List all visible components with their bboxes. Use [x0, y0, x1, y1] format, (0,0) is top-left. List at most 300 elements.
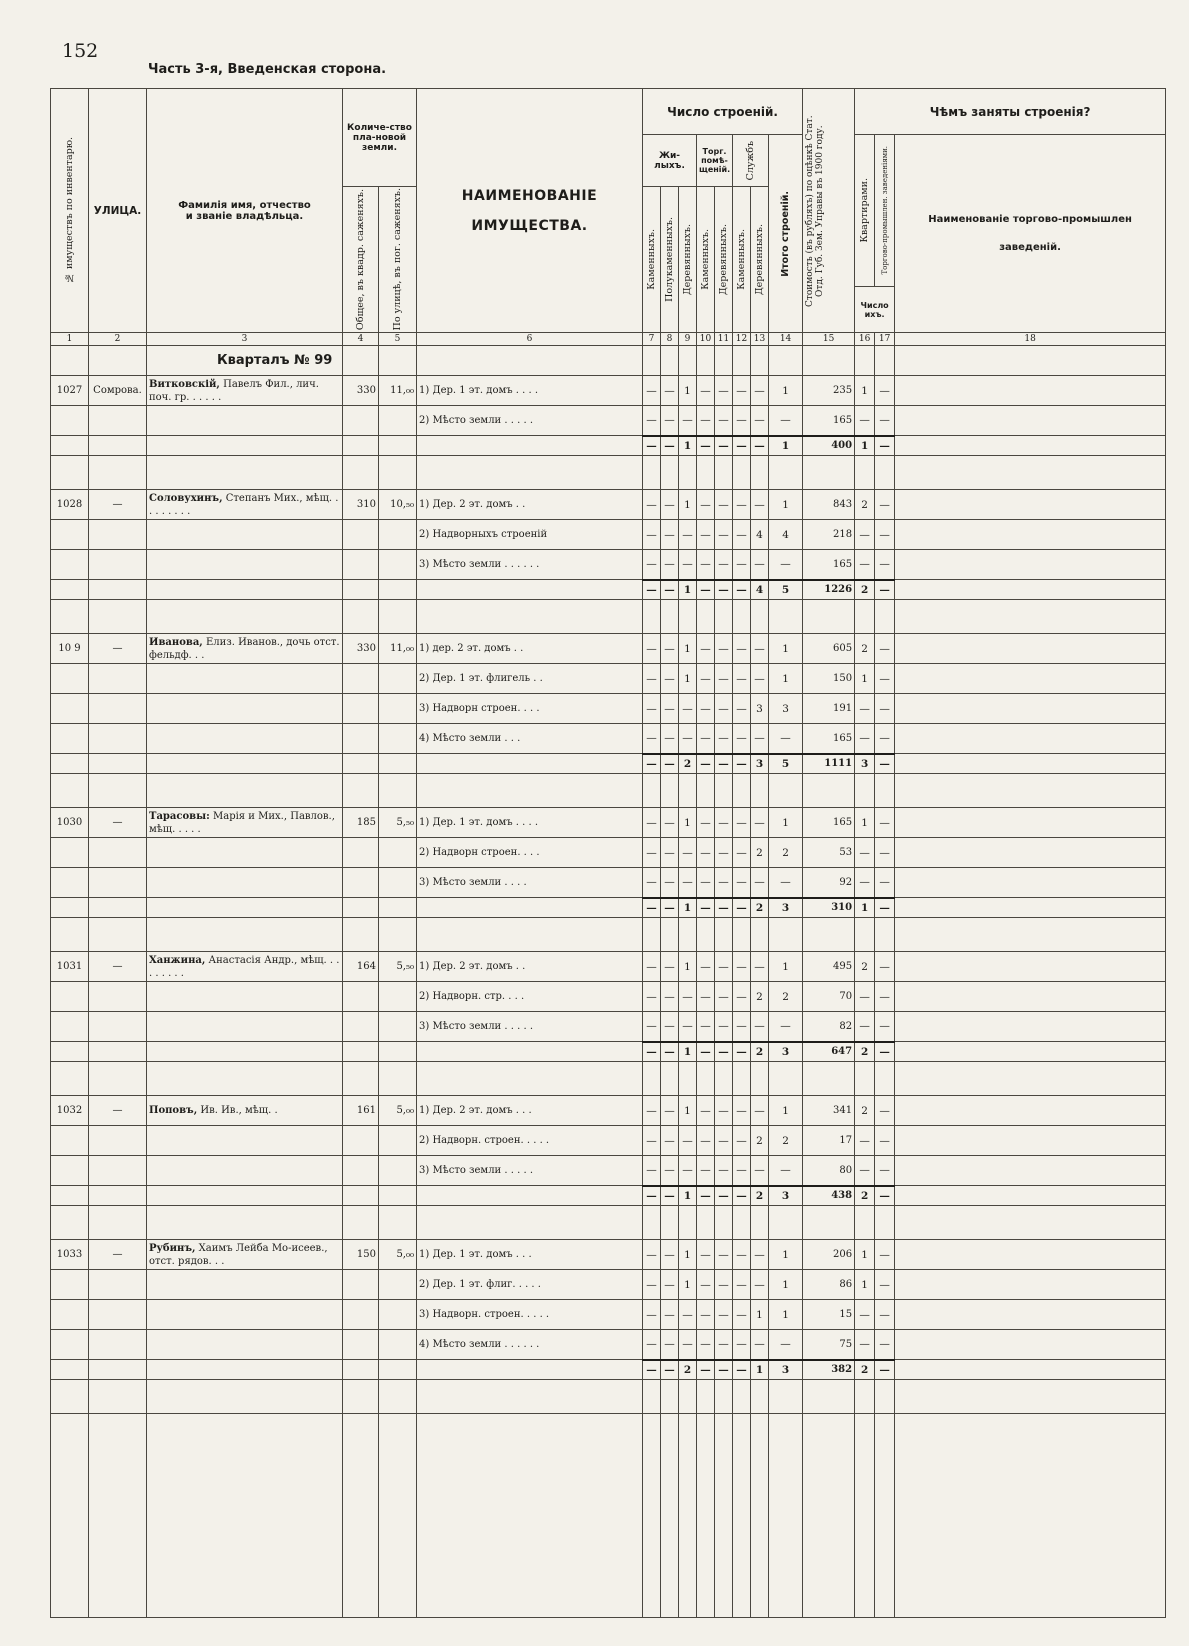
cell-c12: — — [733, 1096, 751, 1126]
owner-surname: Соловухинъ, — [149, 492, 223, 504]
table-row — [51, 952, 1166, 982]
cell-c7: — — [643, 868, 661, 898]
cell-c9: 1 — [679, 376, 697, 406]
empty-cell — [89, 1206, 147, 1240]
cell-c15: 165 — [803, 724, 855, 754]
cell-c14: 1 — [769, 664, 803, 694]
owner-details: Марія и Мих., Павлов., мѣщ. . . . . — [149, 810, 335, 835]
property-item: 2) Надворныхъ строеній — [417, 520, 643, 550]
total-c7: — — [643, 436, 661, 456]
empty-cell — [51, 1360, 89, 1380]
total-c16: 2 — [855, 1186, 875, 1206]
cell-c12: — — [733, 490, 751, 520]
cell-c8: — — [661, 406, 679, 436]
empty-cell — [661, 1380, 679, 1414]
establishment-name — [895, 1360, 1166, 1380]
owner-name — [147, 1126, 343, 1156]
cell-c17: — — [875, 1300, 895, 1330]
cell-c13: — — [751, 376, 769, 406]
cell-c11: — — [715, 808, 733, 838]
cell-c8: — — [661, 724, 679, 754]
empty-cell — [379, 918, 417, 952]
inventory-number — [51, 1156, 89, 1186]
header-service: Службъ — [733, 135, 769, 187]
cell-c8: — — [661, 1300, 679, 1330]
cell-c8: — — [661, 376, 679, 406]
inventory-number — [51, 406, 89, 436]
header-res-stone: Каменныхъ. — [643, 187, 661, 333]
cell-c11: — — [715, 982, 733, 1012]
column-number: 5 — [379, 333, 417, 346]
empty-cell — [147, 754, 343, 774]
total-c11: — — [715, 898, 733, 918]
empty-cell — [733, 918, 751, 952]
cell-c13: — — [751, 1012, 769, 1042]
table-row — [51, 406, 1166, 436]
empty-cell — [715, 1206, 733, 1240]
cell-c10: — — [697, 406, 715, 436]
inventory-number: 1028 — [51, 490, 89, 520]
header-trade-establishments: Торгово-промышлен. заведеніями. — [875, 135, 895, 287]
cell-c16: 1 — [855, 376, 875, 406]
empty-cell — [343, 600, 379, 634]
spacer-row — [51, 456, 1166, 490]
empty-cell — [51, 1206, 89, 1240]
cell-c16: — — [855, 982, 875, 1012]
cell-c9: — — [679, 1012, 697, 1042]
header-total-buildings: Итого строеній. — [769, 135, 803, 333]
street-name — [89, 838, 147, 868]
cell-c7: — — [643, 838, 661, 868]
cell-c13: 2 — [751, 1126, 769, 1156]
cell-c16: 1 — [855, 1240, 875, 1270]
owner-name — [147, 664, 343, 694]
property-item: 2) Надворн строен. . . . — [417, 838, 643, 868]
running-head: Часть 3-я, Введенская сторона. — [148, 62, 387, 77]
street-name: — — [89, 1096, 147, 1126]
empty-cell — [51, 1414, 89, 1618]
table-row — [51, 1096, 1166, 1126]
cell-c16: 2 — [855, 1096, 875, 1126]
inventory-number — [51, 1012, 89, 1042]
cell-c17: — — [875, 1012, 895, 1042]
empty-cell — [89, 456, 147, 490]
cell-c10: — — [697, 520, 715, 550]
establishment-name — [895, 1270, 1166, 1300]
cell-c11: — — [715, 1096, 733, 1126]
inventory-number: 1031 — [51, 952, 89, 982]
cell-c8: — — [661, 1096, 679, 1126]
total-c13: 1 — [751, 1360, 769, 1380]
property-item: 3) Мѣсто земли . . . . — [417, 868, 643, 898]
empty-cell — [715, 456, 733, 490]
land-frontage: 5,₀₀ — [379, 1096, 417, 1126]
street-name — [89, 520, 147, 550]
cell-c10: — — [697, 1300, 715, 1330]
empty-cell — [51, 1062, 89, 1096]
establishment-name — [895, 1300, 1166, 1330]
cell-c16: 2 — [855, 490, 875, 520]
cell-c16: 1 — [855, 808, 875, 838]
empty-cell — [147, 436, 343, 456]
cell-c17: — — [875, 406, 895, 436]
empty-cell — [51, 436, 89, 456]
total-c14: 1 — [769, 436, 803, 456]
empty-cell — [733, 774, 751, 808]
street-name: — — [89, 952, 147, 982]
cell-c8: — — [661, 1330, 679, 1360]
total-c8: — — [661, 1360, 679, 1380]
empty-cell — [697, 1414, 715, 1618]
empty-cell — [769, 774, 803, 808]
spacer-row — [51, 918, 1166, 952]
total-c7: — — [643, 1360, 661, 1380]
inventory-number — [51, 868, 89, 898]
cell-c12: — — [733, 520, 751, 550]
owner-name — [147, 376, 343, 406]
total-c10: — — [697, 580, 715, 600]
cell-c13: 4 — [751, 520, 769, 550]
cell-c10: — — [697, 1126, 715, 1156]
land-frontage: 11,₀₀ — [379, 376, 417, 406]
property-item: 1) Дер. 2 эт. домъ . . . — [417, 1096, 643, 1126]
cell-c12: — — [733, 724, 751, 754]
empty-cell — [715, 1062, 733, 1096]
land-frontage — [379, 520, 417, 550]
street-name — [89, 694, 147, 724]
inventory-number — [51, 1300, 89, 1330]
empty-cell — [89, 1414, 147, 1618]
cell-c8: — — [661, 1156, 679, 1186]
owner-surname: Ханжина, — [149, 954, 206, 966]
empty-cell — [803, 1062, 855, 1096]
column-number: 17 — [875, 333, 895, 346]
owner-details: Хаимъ Лейба Мо-исеев., отст. рядов. . . — [149, 1242, 328, 1267]
empty-cell — [379, 754, 417, 774]
empty-cell — [643, 774, 661, 808]
cell-c15: 86 — [803, 1270, 855, 1300]
property-item: 1) дер. 2 эт. домъ . . — [417, 634, 643, 664]
empty-cell — [417, 754, 643, 774]
cell-c9: 1 — [679, 1096, 697, 1126]
total-c7: — — [643, 898, 661, 918]
empty-cell — [803, 1380, 855, 1414]
cell-c17: — — [875, 694, 895, 724]
total-c8: — — [661, 754, 679, 774]
property-item: 2) Дер. 1 эт. флиг. . . . . — [417, 1270, 643, 1300]
empty-cell — [803, 456, 855, 490]
cell-c16: — — [855, 1330, 875, 1360]
table-row — [51, 520, 1166, 550]
empty-cell — [89, 1360, 147, 1380]
cell-c15: 235 — [803, 376, 855, 406]
land-area: 161 — [343, 1096, 379, 1126]
column-number: 10 — [697, 333, 715, 346]
total-c11: — — [715, 1042, 733, 1062]
cell-c9: — — [679, 1330, 697, 1360]
header-value: Стоимость (въ рубляхъ) по оцѣнкѣ Стат. Отд. Губ. Зем. Управы въ 1900 году. — [803, 89, 855, 333]
empty-cell — [643, 918, 661, 952]
cell-c15: 165 — [803, 550, 855, 580]
empty-cell — [147, 456, 343, 490]
owner-name — [147, 1270, 343, 1300]
cell-c14: 2 — [769, 1126, 803, 1156]
total-c14: 3 — [769, 1360, 803, 1380]
cell-c14: 1 — [769, 1270, 803, 1300]
empty-cell — [89, 898, 147, 918]
inventory-number — [51, 520, 89, 550]
cell-c14: — — [769, 868, 803, 898]
cell-c8: — — [661, 952, 679, 982]
cell-c14: 1 — [769, 376, 803, 406]
land-area — [343, 664, 379, 694]
owner-details: Ив. Ив., мѣщ. . — [197, 1105, 278, 1116]
total-c11: — — [715, 754, 733, 774]
empty-cell — [379, 1186, 417, 1206]
cell-c15: 165 — [803, 808, 855, 838]
land-frontage — [379, 982, 417, 1012]
spacer-row — [51, 774, 1166, 808]
empty-cell — [715, 1414, 733, 1618]
cell-c15: 191 — [803, 694, 855, 724]
establishment-name — [895, 376, 1166, 406]
cell-c17: — — [875, 1156, 895, 1186]
establishment-name — [895, 520, 1166, 550]
header-owner: Фамилія имя, отчество и званіе владѣльца. — [147, 89, 343, 333]
property-item: 3) Мѣсто земли . . . . . — [417, 1012, 643, 1042]
cell-c9: 1 — [679, 808, 697, 838]
filler-row — [51, 1414, 1166, 1618]
land-frontage — [379, 1156, 417, 1186]
owner-surname: Иванова, — [149, 636, 203, 648]
total-c9: 1 — [679, 1186, 697, 1206]
cell-c10: — — [697, 634, 715, 664]
owner-name — [147, 1156, 343, 1186]
spacer-row — [51, 1206, 1166, 1240]
empty-cell — [379, 898, 417, 918]
empty-cell — [379, 1062, 417, 1096]
empty-cell — [855, 1380, 875, 1414]
header-count: Число ихъ. — [855, 287, 895, 333]
table-row — [51, 634, 1166, 664]
cell-c11: — — [715, 724, 733, 754]
empty-cell — [147, 1042, 343, 1062]
empty-cell — [855, 1414, 875, 1618]
empty-cell — [679, 774, 697, 808]
total-c9: 2 — [679, 754, 697, 774]
empty-cell — [769, 456, 803, 490]
empty-cell — [803, 918, 855, 952]
cell-c10: — — [697, 1156, 715, 1186]
establishment-name — [895, 580, 1166, 600]
cell-c13: 3 — [751, 694, 769, 724]
empty-cell — [89, 580, 147, 600]
cell-c14: — — [769, 550, 803, 580]
total-c9: 1 — [679, 1042, 697, 1062]
empty-cell — [751, 456, 769, 490]
empty-cell — [379, 1360, 417, 1380]
cell-c10: — — [697, 838, 715, 868]
cell-c9: — — [679, 1126, 697, 1156]
total-row — [51, 754, 1166, 774]
total-c10: — — [697, 1042, 715, 1062]
cell-c13: — — [751, 634, 769, 664]
spacer-row — [51, 1062, 1166, 1096]
cell-c15: 17 — [803, 1126, 855, 1156]
cell-c12: — — [733, 1240, 751, 1270]
cell-c7: — — [643, 376, 661, 406]
property-item: 4) Мѣсто земли . . . — [417, 724, 643, 754]
empty-cell — [697, 456, 715, 490]
cell-c10: — — [697, 1012, 715, 1042]
cell-c8: — — [661, 982, 679, 1012]
cell-c16: — — [855, 868, 875, 898]
total-c12: — — [733, 754, 751, 774]
street-name — [89, 1012, 147, 1042]
cell-c8: — — [661, 808, 679, 838]
cell-c16: — — [855, 724, 875, 754]
establishment-name — [895, 952, 1166, 982]
cell-c11: — — [715, 550, 733, 580]
cell-c7: — — [643, 634, 661, 664]
cell-c10: — — [697, 1096, 715, 1126]
cell-c12: — — [733, 1300, 751, 1330]
cell-c15: 75 — [803, 1330, 855, 1360]
empty-cell — [379, 580, 417, 600]
inventory-number — [51, 694, 89, 724]
establishment-name — [895, 1012, 1166, 1042]
cell-c14: 2 — [769, 838, 803, 868]
cell-c17: — — [875, 376, 895, 406]
cell-c16: — — [855, 520, 875, 550]
empty-cell — [697, 1380, 715, 1414]
total-c17: — — [875, 1186, 895, 1206]
cell-c11: — — [715, 838, 733, 868]
cell-c13: — — [751, 808, 769, 838]
empty-cell — [855, 1206, 875, 1240]
cell-c7: — — [643, 550, 661, 580]
cell-c9: — — [679, 868, 697, 898]
total-c8: — — [661, 1186, 679, 1206]
cell-c10: — — [697, 694, 715, 724]
land-area: 164 — [343, 952, 379, 982]
owner-name — [147, 868, 343, 898]
cell-c7: — — [643, 520, 661, 550]
empty-cell — [895, 1062, 1166, 1096]
table-header — [51, 89, 1166, 346]
total-row — [51, 580, 1166, 600]
total-c12: — — [733, 1186, 751, 1206]
land-frontage — [379, 1126, 417, 1156]
cell-c8: — — [661, 694, 679, 724]
empty-cell — [875, 600, 895, 634]
empty-cell — [875, 774, 895, 808]
cell-c15: 605 — [803, 634, 855, 664]
total-c12: — — [733, 898, 751, 918]
cell-c17: — — [875, 952, 895, 982]
cell-c7: — — [643, 1300, 661, 1330]
empty-cell — [769, 600, 803, 634]
empty-cell — [417, 1186, 643, 1206]
total-c8: — — [661, 1042, 679, 1062]
table-row — [51, 868, 1166, 898]
cell-c16: — — [855, 1156, 875, 1186]
empty-cell — [697, 1206, 715, 1240]
empty-cell — [661, 918, 679, 952]
cell-c7: — — [643, 1126, 661, 1156]
column-number: 7 — [643, 333, 661, 346]
cell-c9: 1 — [679, 634, 697, 664]
header-property-name: НАИМЕНОВАНІЕ ИМУЩЕСТВА. — [417, 89, 643, 333]
table-row — [51, 694, 1166, 724]
street-name: — — [89, 808, 147, 838]
empty-cell — [661, 456, 679, 490]
cell-c12: — — [733, 1330, 751, 1360]
empty-cell — [417, 1380, 643, 1414]
cell-c7: — — [643, 1270, 661, 1300]
empty-cell — [147, 1414, 343, 1618]
establishment-name — [895, 868, 1166, 898]
property-ledger-table — [50, 88, 1166, 1618]
header-residential: Жи-лыхъ. — [643, 135, 697, 187]
header-inventory-number: № имуществъ по инвентарю. — [51, 89, 89, 333]
empty-cell — [147, 918, 343, 952]
empty-cell — [379, 1414, 417, 1618]
empty-cell — [661, 774, 679, 808]
column-number: 2 — [89, 333, 147, 346]
cell-c17: — — [875, 808, 895, 838]
cell-c12: — — [733, 1126, 751, 1156]
owner-name — [147, 694, 343, 724]
owner-name — [147, 1330, 343, 1360]
empty-cell — [147, 1186, 343, 1206]
empty-cell — [803, 774, 855, 808]
empty-cell — [715, 774, 733, 808]
total-c13: 2 — [751, 898, 769, 918]
owner-name — [147, 982, 343, 1012]
cell-c7: — — [643, 982, 661, 1012]
cell-c11: — — [715, 1126, 733, 1156]
cell-c16: — — [855, 406, 875, 436]
land-frontage: 5,₅₀ — [379, 808, 417, 838]
column-number: 1 — [51, 333, 89, 346]
cell-c17: — — [875, 634, 895, 664]
column-number: 11 — [715, 333, 733, 346]
inventory-number: 1033 — [51, 1240, 89, 1270]
header-establishment-names: Наименованіе торгово-промышлен заведеній. — [895, 135, 1166, 333]
cell-c17: — — [875, 838, 895, 868]
total-c9: 1 — [679, 436, 697, 456]
cell-c9: — — [679, 550, 697, 580]
total-c11: — — [715, 436, 733, 456]
empty-cell — [89, 918, 147, 952]
cell-c10: — — [697, 664, 715, 694]
empty-cell — [697, 918, 715, 952]
cell-c16: — — [855, 1012, 875, 1042]
cell-c12: — — [733, 550, 751, 580]
cell-c13: 2 — [751, 838, 769, 868]
empty-cell — [51, 1042, 89, 1062]
cell-c14: 4 — [769, 520, 803, 550]
table-row — [51, 664, 1166, 694]
empty-cell — [343, 754, 379, 774]
cell-c12: — — [733, 1270, 751, 1300]
cell-c15: 80 — [803, 1156, 855, 1186]
column-number: 12 — [733, 333, 751, 346]
cell-c17: — — [875, 1126, 895, 1156]
cell-c10: — — [697, 376, 715, 406]
cell-c9: 1 — [679, 1270, 697, 1300]
